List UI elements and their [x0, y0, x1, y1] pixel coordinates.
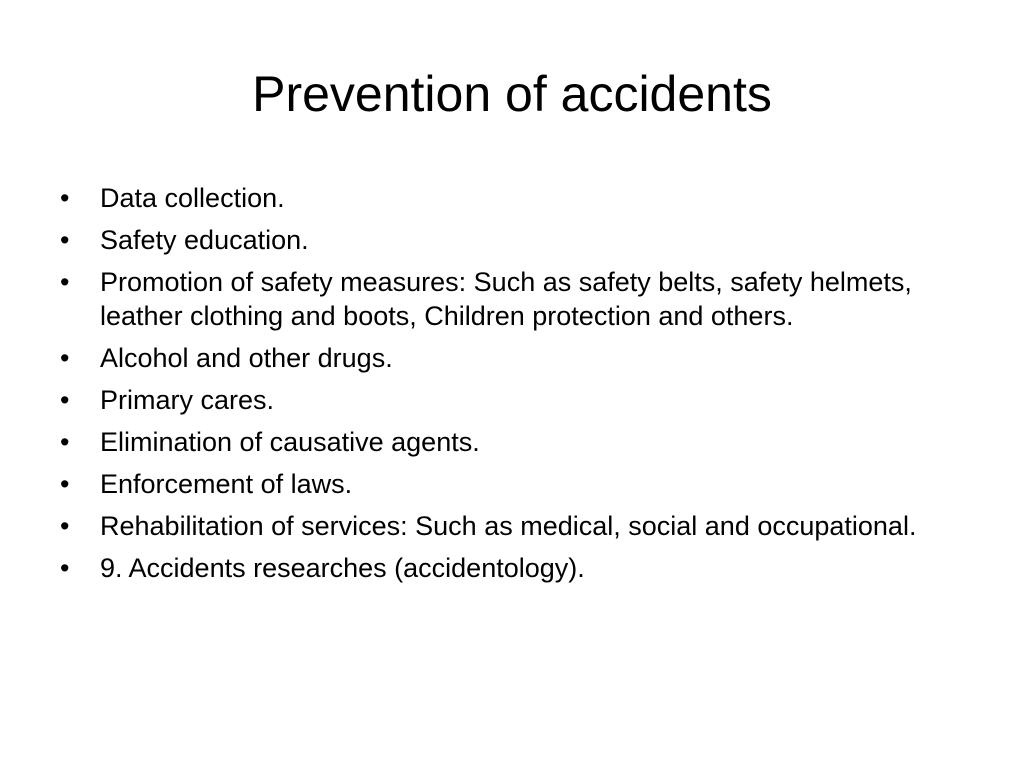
bullet-text: Primary cares.: [100, 385, 275, 415]
bullet-dot-icon: •: [60, 385, 70, 415]
bullet-dot-icon: •: [60, 427, 70, 457]
bullet-item: [58, 425, 958, 459]
bullet-dot-icon: •: [60, 343, 70, 373]
bullet-item: [58, 341, 958, 375]
bullet-text: 9. Accidents researches (accidentology).: [100, 553, 585, 583]
bullet-dot-icon: •: [60, 267, 70, 297]
bullet-text: Promotion of safety measures: Such as safety belts, safety helmets, leather clothing and boots, Children protection and others.: [100, 267, 912, 331]
bullet-list: [58, 181, 958, 593]
bullet-dot-icon: •: [60, 469, 70, 499]
bullet-dot-icon: •: [60, 553, 70, 583]
bullet-text: Safety education.: [100, 225, 309, 255]
bullet-text: Rehabilitation of services: Such as medical, social and occupational.: [100, 511, 917, 541]
bullet-item: [58, 467, 958, 501]
bullet-item: [58, 181, 958, 215]
bullet-text: Alcohol and other drugs.: [100, 343, 393, 373]
bullet-text: Data collection.: [100, 183, 285, 213]
bullet-item: [58, 383, 958, 417]
bullet-item: [58, 265, 958, 333]
bullet-text: Enforcement of laws.: [100, 469, 353, 499]
bullet-item: [58, 223, 958, 257]
bullet-item: [58, 509, 958, 543]
bullet-dot-icon: •: [60, 225, 70, 255]
slide-title: Prevention of accidents: [252, 66, 772, 122]
bullet-dot-icon: •: [60, 183, 70, 213]
bullet-item: [58, 551, 958, 585]
bullet-text: Elimination of causative agents.: [100, 427, 480, 457]
bullet-dot-icon: •: [60, 511, 70, 541]
